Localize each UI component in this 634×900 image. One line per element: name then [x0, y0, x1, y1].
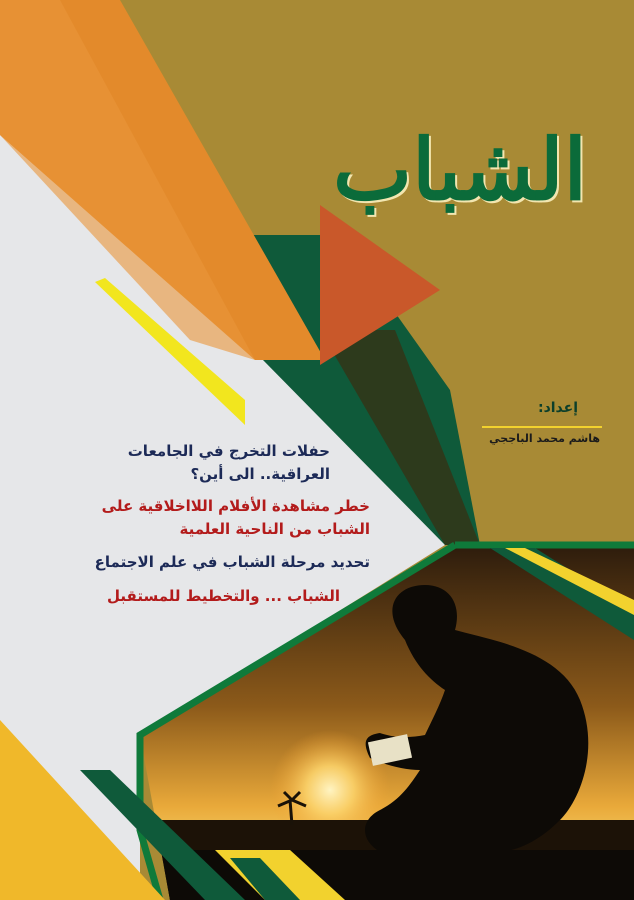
headline-3: تحديد مرحلة الشباب في علم الاجتماع	[94, 553, 370, 571]
magazine-title: الشباب	[333, 120, 587, 219]
headline-1: حفلات التخرج في الجامعات العراقية.. الى أين؟	[127, 442, 330, 483]
author-name: هاشم محمد الباججي	[489, 432, 600, 445]
headline-2: خطر مشاهدة الأفلام اللااخلاقية على الشباب من الناحية العلمية	[101, 497, 370, 538]
prepared-by-underline	[482, 426, 602, 428]
prepared-by-label: إعداد:	[537, 400, 578, 416]
headline-4: الشباب ... والتخطيط للمستقبل	[107, 587, 340, 605]
